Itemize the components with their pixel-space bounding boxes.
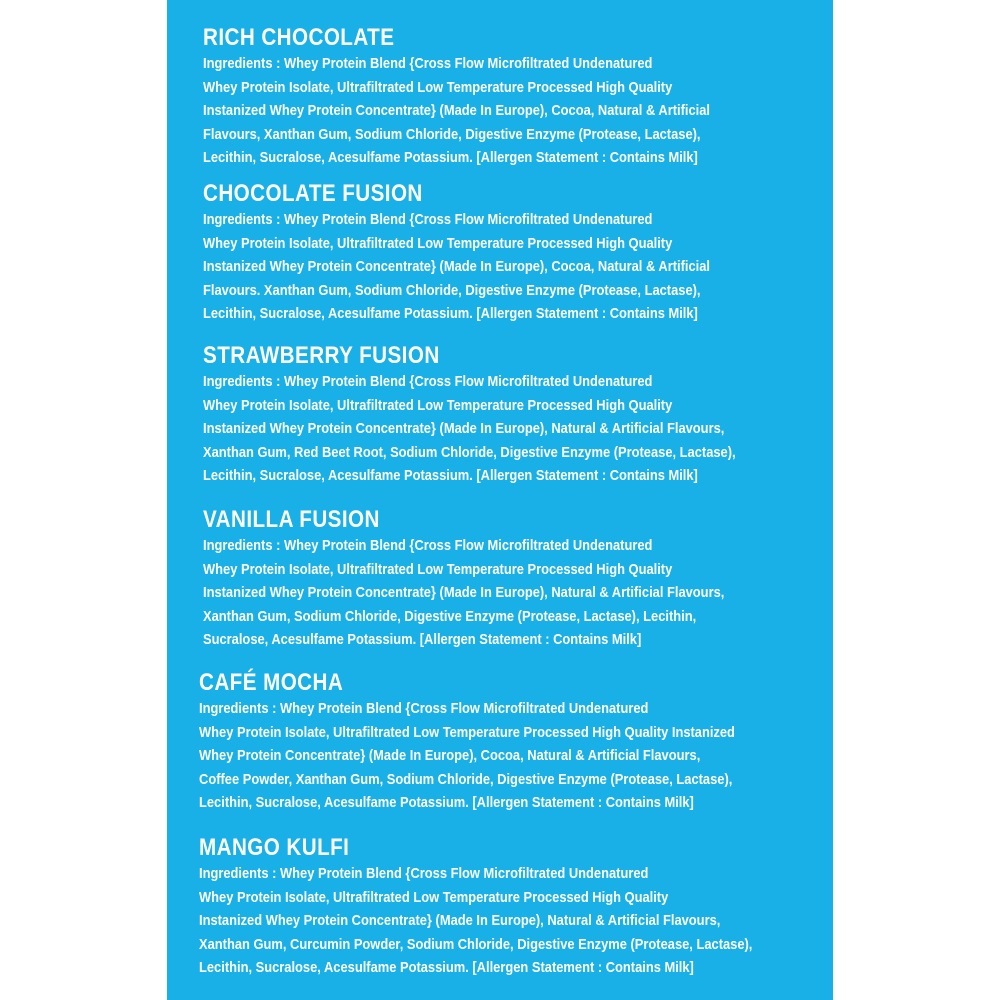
ingredients-line: Ingredients : Whey Protein Blend {Cross Flow Microfiltrated Undenatured bbox=[203, 211, 653, 228]
ingredients-line: Xanthan Gum, Sodium Chloride, Digestive Enzyme (Protease, Lactase), Lecithin, bbox=[203, 607, 697, 625]
section-mango-kulfi bbox=[199, 834, 819, 980]
ingredients-line: Whey Protein Isolate, Ultrafiltrated Low Temperature Processed High Quality bbox=[199, 888, 669, 906]
section-title: VANILLA FUSION bbox=[203, 506, 380, 533]
section-title: MANGO KULFI bbox=[199, 834, 350, 861]
section-title: STRAWBERRY FUSION bbox=[203, 342, 440, 369]
ingredients-line: Ingredients : Whey Protein Blend {Cross Flow Microfiltrated Undenatured bbox=[203, 537, 653, 554]
section-title: CHOCOLATE FUSION bbox=[203, 180, 423, 207]
section-rich-chocolate bbox=[203, 24, 823, 170]
ingredients-line: Coffee Powder, Xanthan Gum, Sodium Chloride, Digestive Enzyme (Protease, Lactase), bbox=[199, 770, 733, 788]
ingredients-line: Ingredients : Whey Protein Blend {Cross Flow Microfiltrated Undenatured bbox=[203, 55, 653, 72]
section-title: RICH CHOCOLATE bbox=[203, 24, 395, 51]
ingredients-line: Lecithin, Sucralose, Acesulfame Potassium. [Allergen Statement : Contains Milk] bbox=[203, 467, 698, 484]
ingredients-line: Instanized Whey Protein Concentrate} (Made In Europe), Cocoa, Natural & Artificial bbox=[203, 102, 711, 119]
ingredients-panel bbox=[167, 0, 833, 1000]
ingredients-line: Xanthan Gum, Curcumin Powder, Sodium Chloride, Digestive Enzyme (Protease, Lactase), bbox=[199, 935, 753, 953]
ingredients-line: Lecithin, Sucralose, Acesulfame Potassium. [Allergen Statement : Contains Milk] bbox=[199, 959, 694, 976]
section-strawberry-fusion bbox=[203, 342, 823, 488]
ingredients-line: Lecithin, Sucralose, Acesulfame Potassium. [Allergen Statement : Contains Milk] bbox=[203, 149, 698, 166]
ingredients-line: Instanized Whey Protein Concentrate} (Made In Europe), Cocoa, Natural & Artificial bbox=[203, 258, 711, 275]
ingredients-line: Instanized Whey Protein Concentrate} (Made In Europe), Natural & Artificial Flavours, bbox=[199, 912, 721, 929]
section-vanilla-fusion bbox=[203, 506, 823, 652]
ingredients-line: Flavours, Xanthan Gum, Sodium Chloride, Digestive Enzyme (Protease, Lactase), bbox=[203, 125, 701, 143]
ingredients-line: Whey Protein Isolate, Ultrafiltrated Low Temperature Processed High Quality bbox=[203, 234, 673, 252]
ingredients-line: Whey Protein Isolate, Ultrafiltrated Low Temperature Processed High Quality bbox=[203, 78, 673, 96]
ingredients-line: Flavours. Xanthan Gum, Sodium Chloride, Digestive Enzyme (Protease, Lactase), bbox=[203, 281, 701, 299]
ingredients-line: Ingredients : Whey Protein Blend {Cross Flow Microfiltrated Undenatured bbox=[203, 373, 653, 390]
ingredients-line: Lecithin, Sucralose, Acesulfame Potassium. [Allergen Statement : Contains Milk] bbox=[199, 794, 694, 811]
section-title: CAFÉ MOCHA bbox=[199, 669, 344, 696]
section-chocolate-fusion bbox=[203, 180, 823, 326]
ingredients-line: Instanized Whey Protein Concentrate} (Made In Europe), Natural & Artificial Flavours, bbox=[203, 420, 725, 437]
ingredients-line: Ingredients : Whey Protein Blend {Cross Flow Microfiltrated Undenatured bbox=[199, 700, 649, 717]
ingredients-line: Instanized Whey Protein Concentrate} (Made In Europe), Natural & Artificial Flavours, bbox=[203, 584, 725, 601]
ingredients-line: Whey Protein Isolate, Ultrafiltrated Low Temperature Processed High Quality Instanized bbox=[199, 723, 735, 741]
ingredients-line: Lecithin, Sucralose, Acesulfame Potassium. [Allergen Statement : Contains Milk] bbox=[203, 305, 698, 322]
ingredients-line: Whey Protein Concentrate} (Made In Europe), Cocoa, Natural & Artificial Flavours, bbox=[199, 747, 701, 764]
ingredients-line: Whey Protein Isolate, Ultrafiltrated Low Temperature Processed High Quality bbox=[203, 560, 673, 578]
section-cafe-mocha bbox=[199, 669, 819, 815]
ingredients-line: Ingredients : Whey Protein Blend {Cross Flow Microfiltrated Undenatured bbox=[199, 865, 649, 882]
ingredients-line: Xanthan Gum, Red Beet Root, Sodium Chloride, Digestive Enzyme (Protease, Lactase), bbox=[203, 443, 736, 461]
ingredients-line: Whey Protein Isolate, Ultrafiltrated Low Temperature Processed High Quality bbox=[203, 396, 673, 414]
ingredients-line: Sucralose, Acesulfame Potassium. [Allergen Statement : Contains Milk] bbox=[203, 631, 642, 648]
